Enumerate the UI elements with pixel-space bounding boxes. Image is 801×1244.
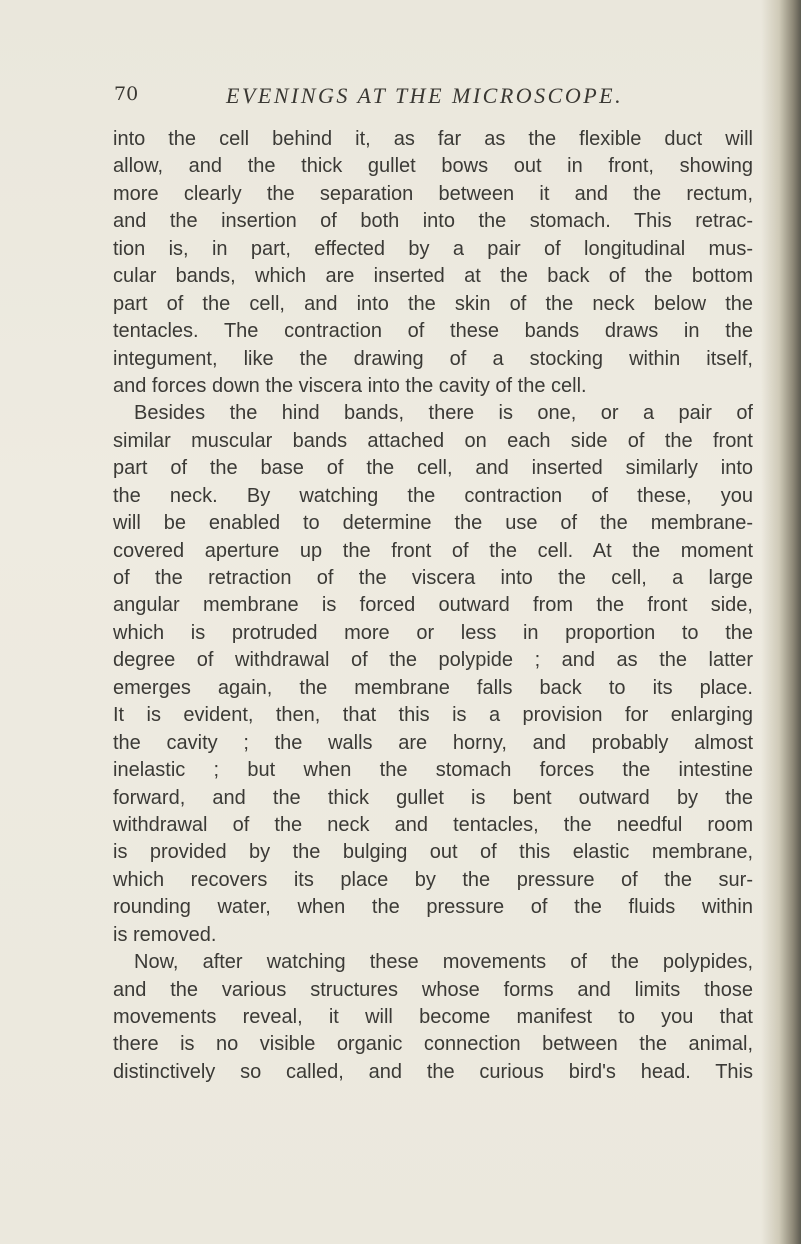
text-line: cular bands, which are inserted at the back of the bottom — [113, 265, 753, 288]
page-header — [114, 83, 754, 113]
text-line: will be enabled to determine the use of the membrane- — [113, 512, 753, 535]
text-line: distinctively so called, and the curious bird's head. This — [113, 1060, 753, 1083]
text-line: covered aperture up the front of the cell. At the moment — [113, 539, 753, 562]
text-line: there is no visible organic connection between the animal, — [113, 1033, 753, 1056]
text-line: and the various structures whose forms and limits those — [113, 978, 753, 1001]
text-line: of the retraction of the viscera into the cell, a large — [113, 567, 753, 589]
text-line: into the cell behind it, as far as the flexible duct will — [113, 128, 753, 150]
page-binding-edge — [761, 0, 801, 1244]
text-line: more clearly the separation between it and the rectum, — [113, 182, 753, 205]
text-line: forward, and the thick gullet is bent outward by the — [113, 786, 753, 809]
text-line: part of the cell, and into the skin of the neck below the — [113, 292, 753, 315]
text-line: similar muscular bands attached on each side of the front — [113, 429, 753, 452]
text-line: movements reveal, it will become manifest to you that — [113, 1006, 753, 1028]
text-line: tentacles. The contraction of these bands draws in the — [113, 320, 753, 343]
page-number: 70 — [114, 83, 139, 105]
text-line: withdrawal of the neck and tentacles, the needful room — [113, 813, 753, 836]
text-line: tion is, in part, effected by a pair of longitudinal mus- — [113, 237, 753, 260]
text-line: inelastic ; but when the stomach forces the intestine — [113, 759, 753, 782]
text-line: and forces down the viscera into the cavity of the cell. — [113, 374, 587, 397]
text-line: part of the base of the cell, and inserted similarly into — [113, 457, 753, 480]
text-line: which recovers its place by the pressure of the sur- — [113, 868, 753, 891]
text-line: angular membrane is forced outward from the front side, — [113, 594, 753, 617]
text-line: is removed. — [113, 923, 217, 946]
body-text — [113, 126, 753, 1086]
text-line: It is evident, then, that this is a provision for enlarging — [113, 704, 753, 727]
text-line: is provided by the bulging out of this elastic membrane, — [113, 841, 753, 864]
text-line: integument, like the drawing of a stocking within itself, — [113, 347, 753, 370]
text-line: the neck. By watching the contraction of these, you — [113, 484, 753, 507]
text-line: Now, after watching these movements of the polypides, — [134, 951, 753, 974]
running-title: EVENINGS AT THE MICROSCOPE. — [226, 83, 624, 108]
text-line: and the insertion of both into the stomach. This retrac- — [113, 210, 753, 233]
text-line: which is protruded more or less in proportion to the — [113, 621, 753, 644]
text-line: degree of withdrawal of the polypide ; and as the latter — [113, 649, 753, 672]
text-line: allow, and the thick gullet bows out in front, showing — [113, 155, 753, 178]
text-line: rounding water, when the pressure of the fluids within — [113, 896, 753, 919]
text-line: the cavity ; the walls are horny, and probably almost — [113, 731, 753, 754]
text-line: emerges again, the membrane falls back to its place. — [113, 676, 753, 699]
text-line: Besides the hind bands, there is one, or a pair of — [134, 402, 753, 425]
